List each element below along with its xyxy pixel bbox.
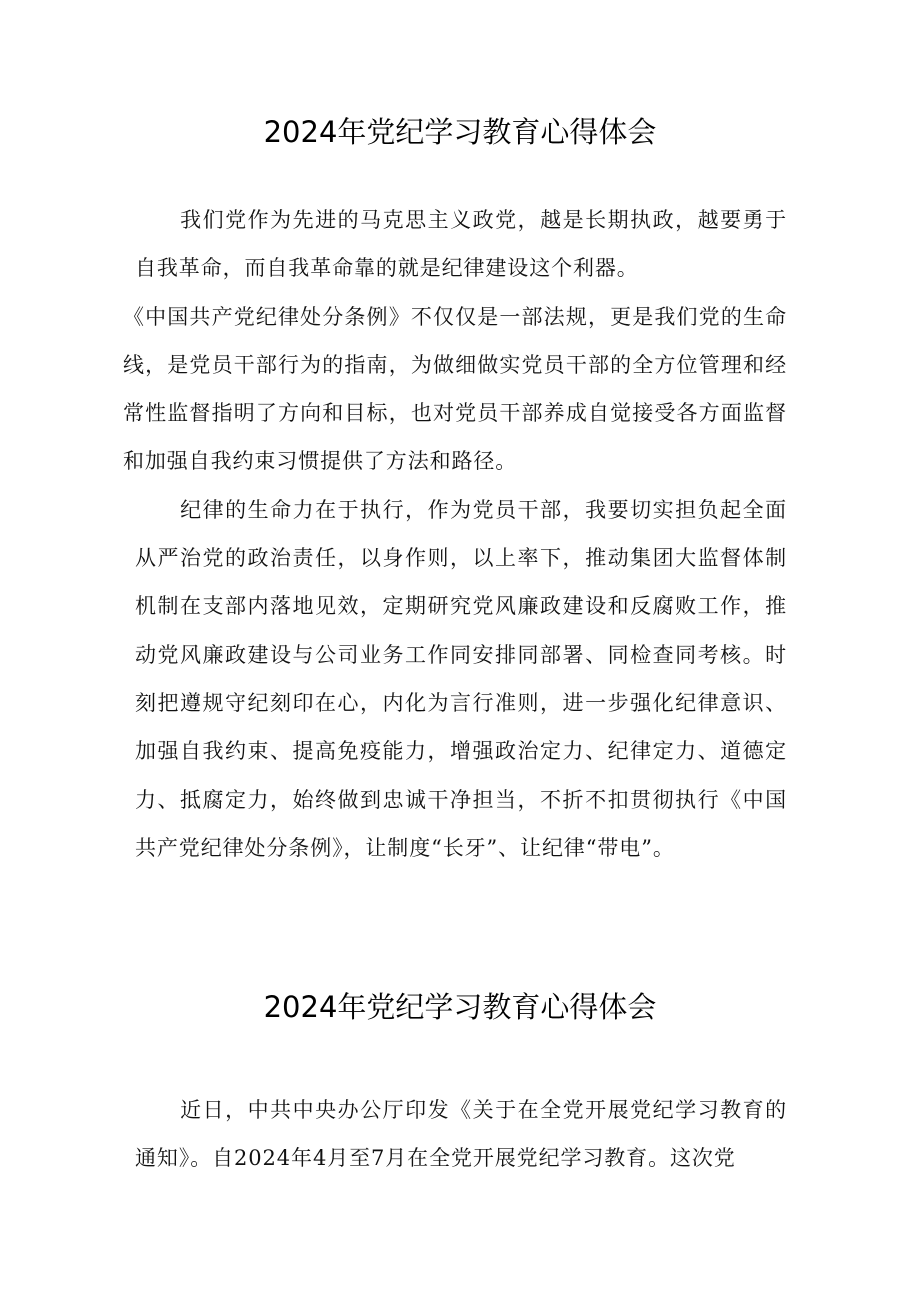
section-1-paragraph-2: 《中国共产党纪律处分条例》不仅仅是一部法规，更是我们党的生命线，是党员干部行为的指南，为做细做实党员干部的全方位管理和经常性监督指明了方向和目标，也对党员干部养成自觉接受各方面监督和加强自我约束习惯提供了方法和路径。 (123, 304, 787, 474)
section-1-body (123, 196, 787, 872)
section-1-paragraph-1: 我们党作为先进的马克思主义政党，越是长期执政，越要勇于自我革命，而自我革命靠的就是纪律建设这个利器。 (135, 208, 787, 281)
section-1-title: 2024年党纪学习教育心得体会 (263, 115, 657, 149)
section-2-title: 2024年党纪学习教育心得体会 (263, 990, 657, 1024)
section-2-paragraph-1: 近日，中共中央办公厅印发《关于在全党开展党纪学习教育的通知》。自2024年4月至7月在全党开展党纪学习教育。这次党 (135, 1098, 787, 1171)
section-1-paragraph-3: 纪律的生命力在于执行，作为党员干部，我要切实担负起全面从严治党的政治责任，以身作则，以上率下，推动集团大监督体制机制在支部内落地见效，定期研究党风廉政建设和反腐败工作，推动党风廉政建设与公司业务工作同安排同部署、同检查同考核。时刻把遵规守纪刻印在心，内化为言行准则，进一步强化纪律意识、加强自我约束、提高免疫能力，增强政治定力、纪律定力、道德定力、抵腐定力，始终做到忠诚干净担当，不折不扣贯彻执行《中国共产党纪律处分条例》，让制度“长牙”、让纪律“带电”。 (135, 497, 787, 860)
section-2-body (135, 1086, 787, 1183)
